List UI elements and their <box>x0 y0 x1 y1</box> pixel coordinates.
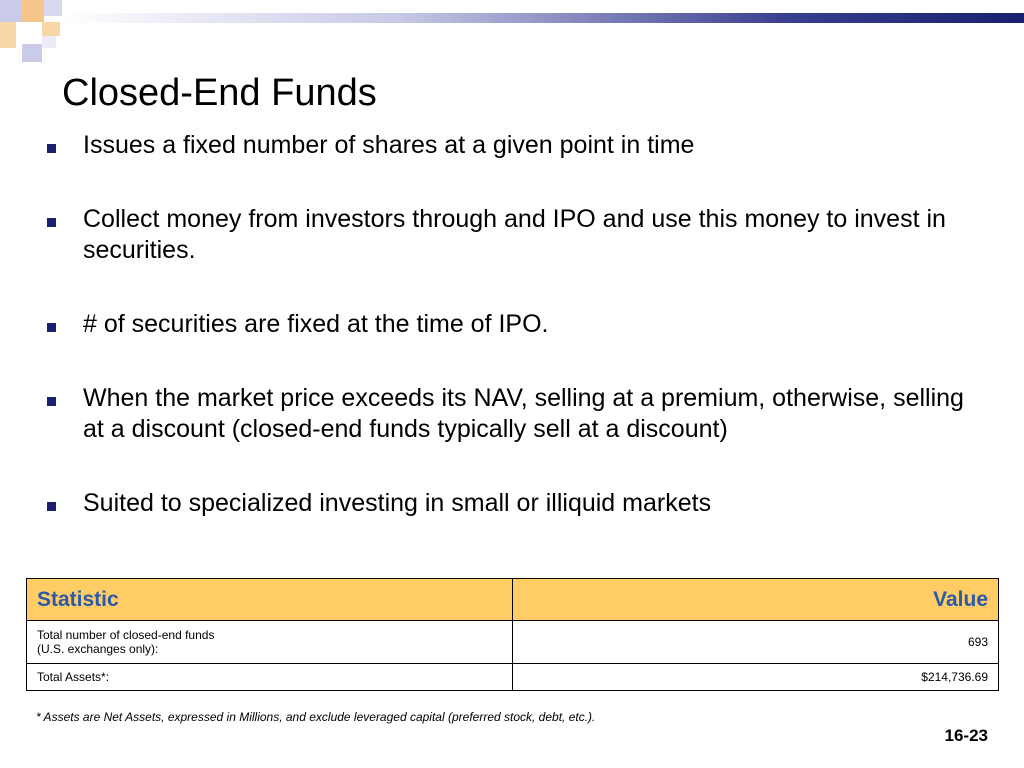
table-row <box>27 664 999 691</box>
square-bullet-icon <box>47 218 56 227</box>
bullet-text: Collect money from investors through and IPO and use this money to invest in securities. <box>83 205 946 264</box>
square-bullet-icon <box>47 144 56 153</box>
square-bullet-icon <box>47 502 56 511</box>
table-header-row <box>27 579 999 621</box>
bullet-item <box>40 488 980 519</box>
footnote: * Assets are Net Assets, expressed in Millions, and exclude leveraged capital (preferred stock, debt, etc.). <box>36 710 596 724</box>
decor-square <box>0 0 22 22</box>
row-label <box>27 621 513 664</box>
bullet-text: # of securities are fixed at the time of IPO. <box>83 310 549 338</box>
bullet-list <box>40 130 980 519</box>
header-gradient-bar <box>62 13 1024 23</box>
column-header-value: Value <box>513 579 999 621</box>
table-row <box>27 621 999 664</box>
bullet-item <box>40 383 980 445</box>
bullet-text: Suited to specialized investing in small or illiquid markets <box>83 489 712 517</box>
bullet-item <box>40 204 980 266</box>
square-bullet-icon <box>47 323 56 332</box>
statistics-table <box>26 578 999 691</box>
square-bullet-icon <box>47 397 56 406</box>
row-label-line: (U.S. exchanges only): <box>37 642 159 656</box>
decor-square <box>42 36 56 48</box>
page-number: 16-23 <box>944 726 988 745</box>
row-value: $214,736.69 <box>513 664 999 691</box>
decor-square <box>22 44 42 62</box>
decor-square <box>22 0 44 22</box>
bullet-text: When the market price exceeds its NAV, selling at a premium, otherwise, selling at a discount (closed-end funds typically sell at a discount) <box>83 384 964 443</box>
decor-square <box>0 22 16 48</box>
column-header-statistic: Statistic <box>27 579 513 621</box>
bullet-item <box>40 309 980 340</box>
row-label-line: Total number of closed-end funds <box>37 628 215 642</box>
decor-square <box>42 22 60 36</box>
bullet-item <box>40 130 980 161</box>
row-value: 693 <box>513 621 999 664</box>
slide-title: Closed-End Funds <box>62 72 377 114</box>
row-label: Total Assets*: <box>27 664 513 691</box>
bullet-text: Issues a fixed number of shares at a given point in time <box>83 131 695 159</box>
decor-square <box>44 0 62 16</box>
